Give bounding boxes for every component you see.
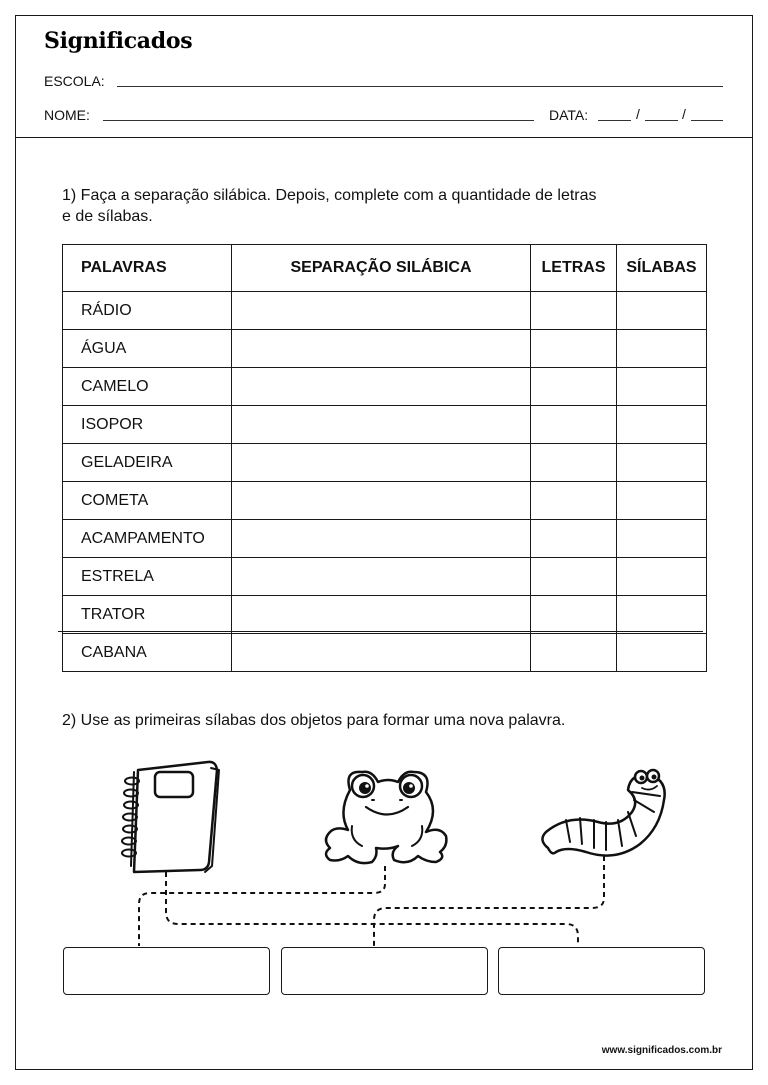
school-label: ESCOLA: [44, 73, 105, 89]
word-cell: ACAMPAMENTO [63, 520, 232, 558]
word-cell: CABANA [63, 634, 232, 672]
word-cell: ESTRELA [63, 558, 232, 596]
header-silabas: SÍLABAS [617, 245, 707, 292]
word-cell: ISOPOR [63, 406, 232, 444]
word-cell: TRATOR [63, 596, 232, 634]
answer-box-3[interactable] [498, 947, 705, 995]
date-label: DATA: [549, 107, 589, 123]
brand-logo: Significados [44, 28, 193, 54]
header-palavras: PALAVRAS [63, 245, 232, 292]
date-separator: / [682, 106, 686, 122]
notebook-icon [122, 762, 219, 872]
header-letras: LETRAS [531, 245, 617, 292]
word-cell: COMETA [63, 482, 232, 520]
question1-line1: 1) Faça a separação silábica. Depois, complete com a quantidade de letras [62, 187, 597, 204]
word-cell: RÁDIO [63, 292, 232, 330]
question1-line2: e de sílabas. [62, 208, 153, 225]
date-separator: / [636, 106, 640, 122]
footer-url: www.significados.com.br [601, 1045, 722, 1056]
answer-box-2[interactable] [281, 947, 488, 995]
name-label: NOME: [44, 107, 90, 123]
header-separacao: SEPARAÇÃO SILÁBICA [232, 245, 531, 292]
worm-icon [542, 770, 664, 856]
answer-box-1[interactable] [63, 947, 270, 995]
question2-text: 2) Use as primeiras sílabas dos objetos para formar uma nova palavra. [62, 712, 566, 729]
word-cell: ÁGUA [63, 330, 232, 368]
word-cell: GELADEIRA [63, 444, 232, 482]
word-cell: CAMELO [63, 368, 232, 406]
frog-icon [326, 772, 446, 863]
